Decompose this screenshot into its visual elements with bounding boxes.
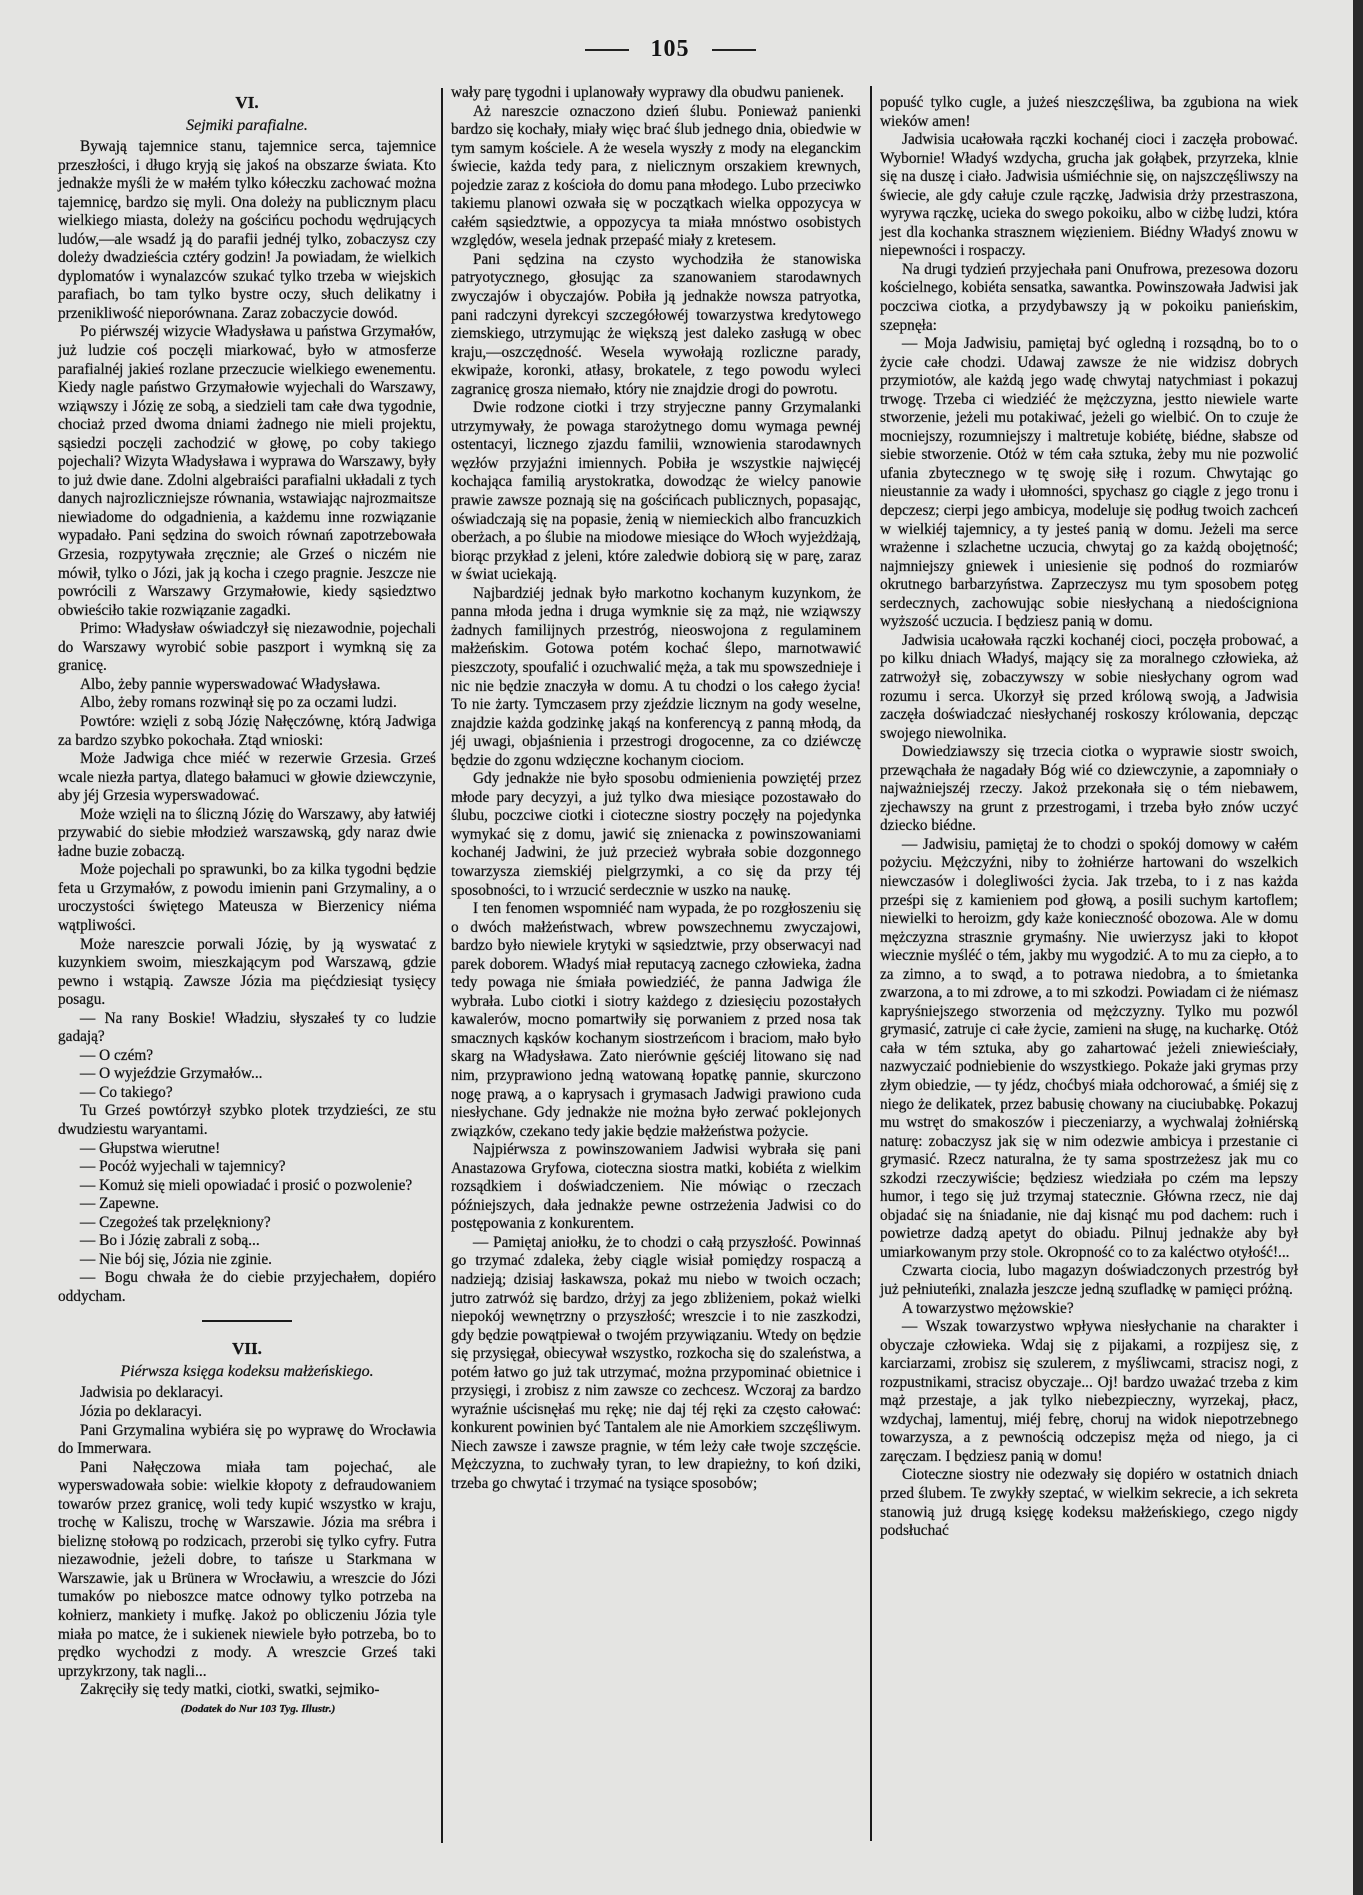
paragraph: — Pamiętaj aniołku, że to chodzi o całą przyszłość. Powinnaś go trzymać zdaleka, żeby ciągle wisiał pomiędzy rospaczą a nadzieją; dzisiaj łaskawsza, pokaż mu niebo w twoich oczach; jutro zatrwóż się bardzo, drżyj za jego zbliżeniem, pokaż wielki niepokój wewnętrzny o przyszłość; wreszcie i to nie zaszkodzi, gdy będzie powątpiewał o twojém przywiązaniu. Wtedy on będzie się przysięgał, obiecywał wszystko, rozkocha się do szaleństwa, a potém łatwo go już tak utrzymać, można przypominać obietnice i przysięgi, i zrobisz z nim zawsze co zechcesz. Wczoraj za bardzo wyraźnie uścisnęłaś mu rękę; nie daj téj ręki za często całować: konkurent powinien być Tantalem ale nie Amorkiem szczęśliwym. Niech zawsze i zawsze pragnie, w tém leży całe twoje szczęście. Mężczyzna, to zuchwały tyran, to lew drapieżny, to koń dziki, trzeba go chwytać i trzymać na tysiące sposobów; [451,1233,861,1493]
paragraph: — O wyjeździe Grzymałów... [80,1065,263,1083]
paragraph: wały parę tygodni i uplanowały wyprawy dla obudwu panienek. [451,84,844,101]
paragraph: Może nareszcie porwali Józię, by ją wyswatać z kuzynkiem swoim, mieszkającym pod Warszawą, gdzie pewno i wstąpią. Zawsze Józia ma pięćdziesiąt tysięcy posagu. [58,935,436,1009]
page-edge [1353,0,1363,1895]
paragraph: Na drugi tydzień przyjechała pani Onufrowa, prezesowa dozoru kościelnego, kobiéta sensatka, sawantka. Powinszowała Jadwisi jak poczciwa ciotka, a przydybawszy ją w pokoiku panieńskim, szepnęła: [880,260,1298,334]
text-column-3 [880,94,1298,1541]
paragraph: Cioteczne siostry nie odezwały się dopiéro w ostatnich dniach przed ślubem. Te zwykły szeptać, w wielkim sekrecie, a ich sekreta stanowią już drugą księgę kodeksu małżeńskiego, czego nigdy podsłuchać [880,1466,1298,1540]
section-divider [202,1320,292,1322]
paragraph: Może pojechali po sprawunki, bo za kilka tygodni będzie feta u Grzymałów, z powodu imienin pani Grzymaliny, a o uroczystości świętego Mateusza w Bierzenicy niéma wątpliwości. [58,861,436,934]
paragraph: — Moja Jadwisiu, pamiętaj być ogledną i rozsądną, bo to o życie całe chodzi. Udawaj zawsze że nie widzisz dobrych przymiotów, ale każdą jego wadę chwytaj natychmiast i pokazuj trwogę. Trzeba ci wiedziéć że mężczyzna, jestto niewiele warte stworzenie, jeżeli mu potakiwać, jeżeli go wielbić. On to czuje że mocniejszy, rozumniejszy i maltretuje kobiétę, biédne, słabsze od siebie stworzenie. Otóż w tém cała sztuka, żeby mu nie pozwolić ufania zbytecznego w tę swoję siłę i rozum. Chwytając go nieustannie za wady i ułomności, spychasz go ciągle z jego tronu i depczesz; cierpi jego ambicya, modeluje się podług twoich zachceń w wielkiéj tajemnicy, a ty jesteś panią w domu. Jeżeli ma serce wrażenne i szlachetne uczucia, chwytaj go za każdą obojętność; najmniejszy gniewek i uniesienie się podnoś do rozmiarów okrutnego barbarzyństwa. Zaprzeczysz mu tym sposobem potęg serdecznych, zachowując sobie niesłychaną a niedościgniona wyższość uczucia. I będziesz panią w domu. [880,335,1298,631]
paragraph: Albo, żeby romans rozwinął się po za oczami ludzi. [80,694,397,712]
paragraph: — Bogu chwała że do ciebie przyjechałem, dopiéro oddycham. [58,1269,436,1305]
paragraph: Tu Grześ powtórzył szybko plotek trzydzieści, ze stu dwudziestu waryantami. [58,1102,436,1138]
paragraph: — Wszak towarzystwo wpływa niesłychanie na charakter i obyczaje człowieka. Wdaj się z pijakami, a rozpijesz się, z karciarzami, zrobisz się szulerem, z myśliwcami, stracisz nogi, z rozpustnikami, stracisz obyczaje... Oj! bardzo uważać trzeba z kim mąż przestaje, a jak tylko niebezpieczny, wyrzekaj, płacz, wzdychaj, lamentuj, miéj febrę, choruj na widok niepotrzebnego towarzysza, a z pewnością odczepisz męża od niego, ja ci zaręczam. I będziesz panią w domu! [880,1318,1298,1465]
paragraph: — Pocóż wyjechali w tajemnicy? [80,1158,286,1176]
page-number: 105 [560,36,780,63]
paragraph: Bywają tajemnice stanu, tajemnice serca, tajemnice przeszłości, i długo kryją się jakoś na obszarze świata. Kto jednakże myśli że w małém tylko kółeczku zachować można tajemnicę, bardzo się myli. Ona doleży na publicznym placu wielkiego miasta, doleży na gościńcu pochodu wędrujących ludów,—ale wsadź ją do parafii jednéj tylko, zobaczysz czy doleży dwadzieścia cztéry godzin! Ja powiadam, że wielkich dyplomatów i wynalazców szukać tylko trzeba w wiejskich parafiach, bo tam tylko bystre oczy, słuch delikatny i przenikliwość nieporównana. Zaraz zobaczycie dowód. [58,138,436,322]
paragraph: Powtóre: wzięli z sobą Józię Nałęczównę, którą Jadwiga za bardzo szybko pokochała. Ztąd wnioski: [58,712,436,749]
paragraph: — Jadwisiu, pamiętaj że to chodzi o spokój domowy w całém pożyciu. Mężczyźni, niby to żołniérze hartowani do wszelkich niewczasów i dolegliwości życia. Jak trzeba, to i z nas każda prześpi się z kamieniem pod głową, a posili suchym kartoflem; niewielki to heroizm, gdy każe konieczność obozowa. Ale w domu mężczyzna strasznie grymaśny. Nie uwierzysz jaki to kłopot wiecznie myśléć o tém, jakby mu wygodzić. A to mu za ciepło, a to za zimno, a to swąd, a to potrawa niedobra, a to śmietanka zwarzona, a to mi zdrowe, a to mi szkodzi. Powiadam ci że niémasz kapryśniejszego stworzenia od mężczyzny. Tylko mu pozwól grymasić, zatruje ci całe życie, zamieni na sługę, na kucharkę. Otóż cała w tém sztuka, aby go zahartować jeżeli zniewieściały, nazwyczaić podniebienie do wszystkiego. Pokaże jaki grymas przy złym obiedzie, — ty jédz, choćbyś miała odchorować, a śmiéj się z niego że delikatek, przez babusię chowany na ciuciubabkę. Pokazuj mu wstręt do smakoszów i pieczeniarzy, a wychwalaj żołniérską naturę: zobaczysz jak się w nim odezwie ambicya i przestanie ci grymasić. Rzecz naturalna, że ty sama spostrzeżesz jak mu co szkodzi rzeczywiście; będziesz wiedziała po czém ma lepszy humor, i tego się już trzymaj statecznie. Główna rzecz, nie daj objadać się na śniadanie, nie daj kisnąć mu pod dachem: ruch i powietrze dadzą apetyt do obiadu. Pilnuj jednakże aby był umiarkowanym przy stole. Okropność co to za kaléctwo otyłość!... [880,835,1298,1261]
paragraph: Primo: Władysław oświadczył się niezawodnie, pojechali do Warszawy wyrobić sobie paszport i wymkną się za granicę. [58,620,436,675]
paragraph: I ten fenomen wspomniéć nam wypada, że po rozgłoszeniu się o dwóch małżeństwach, wbrew powszechnemu zwyczajowi, bardzo było niewiele krytyki w sąsiedztwie, przy obserwacyi nad parek doborem. Władyś miał reputacyą zacnego człowieka, żadna tedy powaga nie śmiała powiedziéć, że panna Jadwiga źle wybrała. Lubo ciotki i siotry każdego z dziesięciu pozostałych kawalerów, mocno pomartwiły się porwaniem z przed nosa tak smacznych kąsków kochanym siostrzeńcom i braciom, mało było skarg na Władysława. Zato nierównie gęściéj litowano się nad nim, przyprawiono jedną watowaną łopatkę pannie, skurczono nogę prawą, a o kaprysach i grymasach Jadwigi prawiono cuda niesłychane. Gdy jednakże nie można było zerwać poklejonych związków, czekano tedy jakie będzie małżeństwa pożycie. [451,900,861,1140]
paragraph: Pani Grzymalina wybiéra się po wyprawę do Wrocławia do Immerwara. [58,1421,436,1458]
paragraph: Józia po deklaracyi. [80,1403,202,1420]
paragraph: Najbardziéj jednak było markotno kochanym kuzynkom, że panna młoda jedna i druga wymknie się za mąż, nie wziąwszy żadnych familijnych przestróg, nieoswojona z regulaminem małżeńskim. Gotowa potém kochać ślepo, marnotwawić pieszczoty, spoufalić i ozuchwalić męża, a tak mu spowszednieje i nic nie będzie znaczyła w domu. A tu chodzi o los całego życia! To nie żarty. Tymczasem przy zjeździe licznym na gody weselne, znajdzie każda godzinkę jakąś na konferencyą z panną młodą, da jéj uwagi, objaśnienia i przestrogi drogocenne, za co dziéwczę będzie do zgonu wdzięczne kochanym ciociom. [451,584,861,769]
column-divider [441,88,443,1843]
column-divider [870,86,872,1841]
paragraph: Zakręciły się tedy matki, ciotki, swatki, sejmiko- [80,1681,380,1699]
paragraph: A towarzystwo mężowskie? [902,1299,1074,1317]
paragraph: Dwie rodzone ciotki i trzy stryjeczne panny Grzymalanki utrzymywały, że powaga starożytnego domu wymaga pewnéj ostentacyi, licznego zjazdu familii, wznowienia starodawnych węzłów przyjaźni imiennych. Pobiła je wszystkie najwięcéj kochająca familią arystokratka, dowodząc że wielcy panowie prawie zawsze poznają się na gościńcach publicznych, popasając, oświadczają się na popasie, żenią w niemieckich albo francuzkich oberżach, a po ślubie na miodowe miesiące do Włoch wyjeżdżają, biorąc przykład z jeleni, które zaledwie dobiorą się w parę, zaraz w świat uciekają. [451,399,861,584]
supplement-footer: (Dodatek do Nur 103 Tyg. Illustr.) [180,1702,336,1715]
paragraph: Albo, żeby pannie wyperswadować Władysława. [80,675,381,693]
paragraph: Po piérwszéj wizycie Władysława u państwa Grzymałów, już ludzie coś poczęli miarkować, było w atmosferze parafialnéj jakieś rozlane przeczucie wielkiego ewenementu. Kiedy nagle państwo Grzymałowie wyjechali do Warszawy, wziąwszy i Józię ze sobą, a siedzieli tam całe dwa tygodnie, chociaż przed dwoma dniami żadnego nie mieli projektu, sąsiedzi poczęli zachodzić w głowę, po coby takiego pojechali? Wizyta Władysława i wyprawa do Warszawy, były to już dwie dane. Zdolni algebraiści parafialni układali z tych danych najrozliczniejsze równania, wstawiając najrozmaitsze niewiadome do odgadnienia, a każdemu inne rozwiązanie wypadało. Pani sędzina do swoich równań zapotrzebowała Grzesia, rozpytywała zręcznie; ale Grześ o niczém nie mówił, tylko o Józi, jak ją kocha i czego pragnie. Jeszcze nie powrócili z Warszawy Grzymałowie, kiedy sąsiedztwo obwieściło takie rozwiązanie zagadki. [58,323,436,619]
paragraph: — Nie bój się, Józia nie zginie. [80,1250,273,1268]
text-column-2 [451,84,861,1494]
paragraph: Gdy jednakże nie było sposobu odmienienia powziętéj przez młode pary decyzyi, a już tylko dwa miesiące pozostawało do ślubu, poczciwe ciotki i cioteczne siostry poczęły na pojedynka wymykać się z domu, jawić się znienacka z powinszowaniami kochanéj Jadwini, że już przecież wybrała sobie dozgonnego towarzysza ziemskiéj pielgrzymki, a co się da przy téj sposobności, to i wrzucić serdecznie w uszko na naukę. [451,770,861,899]
paragraph: Może Jadwiga chce miéć w rezerwie Grzesia. Grześ wcale niezła partya, dlatego bałamuci w głowie dziewczynie, aby jéj Grzesia wyperswadować. [58,750,436,805]
paragraph: Aż nareszcie oznaczono dzień ślubu. Ponieważ panienki bardzo się kochały, miały więc brać ślub jednego dnia, obiedwie w tym samym kościele. A że wesela wyszły z mody na eleganckim świecie, każda tedy para, z nielicznym orszakiem krewnych, pojedzie zaraz z kościoła do domu pana młodego. Lubo przeciwko takiemu planowi ozwała się w początkach wielka oppozycya w całém sąsiedztwie, a oppozycya ta miała mnóstwo osobistych względów, wesela jednak przepaść miały z kretesem. [451,102,861,250]
paragraph: — Na rany Boskie! Władziu, słyszałeś ty co ludzie gadają? [58,1009,436,1046]
chapter-title: Piérwsza księga kodeksu małżeńskiego. [120,1363,374,1381]
paragraph: Jadwisia po deklaracyi. [80,1384,224,1402]
paragraph: — Bo i Józię zabrali z sobą... [80,1232,260,1250]
paragraph: — Czegożeś tak przelękniony? [80,1213,271,1231]
chapter-title: Sejmiki parafialne. [186,117,308,134]
chapter-number: VI. [235,93,259,112]
paragraph: — O czém? [80,1046,154,1064]
paragraph: Najpiérwsza z powinszowaniem Jadwisi wybrała się pani Anastazowa Gryfowa, cioteczna siostra matki, kobiéta z wielkim rozsądkiem i doświadczeniem. Nie mówiąc o rzeczach późniejszych, dała jednakże pewne ostrzeżenia Jadwisi co do postępowania z konkurentem. [451,1141,861,1233]
paragraph: — Zapewne. [80,1195,160,1213]
paragraph: Jadwisia ucałowała rączki kochanéj cioci, poczęła probować, a po kilku dniach Władyś, mający się za moralnego człowieka, aż zatrwożył się, zobaczywszy w sobie niesłychany ogrom wad rozumu i serca. Ukorzył się przed królową swoją, a Jadwisia zaczęła doświadczać niesłychanéj roskoszy królowania, depcząc swojego niewolnika. [880,631,1298,742]
text-column-1 [58,92,436,1718]
chapter-number: VII. [232,1339,262,1359]
paragraph: Czwarta ciocia, lubo magazyn doświadczonych przestróg był już pełniuteńki, znalazła jeszcze jedną szufladkę w pamięci próżną. [880,1262,1298,1298]
paragraph: Jadwisia ucałowała rączki kochanéj cioci i zaczęła probować. Wybornie! Władyś wzdycha, grucha jak gołąbek, przyrzeka, klnie się na duszę i ciało. Jadwisia uśmiéchnie się, on najszczęśliwszy na świecie, ale gdy całuje czule rączkę, Jadwisia drży przestraszona, wyrywa rączkę, ucieka do swego pokoiku, albo w ciżbę ludzi, która jest dla kochanka strasznem więzieniem. Biédny Władyś znowu w niepewności i rospaczy. [880,131,1298,260]
paragraph: Może wzięli na to śliczną Józię do Warszawy, aby łatwiéj przywabić do siebie młodzież warszawską, gdy naraz dwie ładne buzie zobaczą. [58,805,436,860]
paragraph: — Komuż się mieli opowiadać i prosić o pozwolenie? [80,1176,413,1194]
paragraph: Dowiedziawszy się trzecia ciotka o wyprawie siostr swoich, przewąchała że nagadały Bóg wié co dziewczynie, a zapomniały o najważniejszéj rzeczy. Jakoż przekonała się o tém niebawem, zjechawszy na grunt z przestrogami, i trzeba było znów uczyć dziecko biédne. [880,743,1298,835]
paragraph: popuść tylko cugle, a jużeś nieszczęśliwa, ba zgubiona na wiek wieków amen! [880,94,1298,130]
paragraph: Pani sędzina na czysto wychodziła że stanowiska patryotycznego, głosując za szanowaniem starodawnych zwyczajów i obyczajów. Pobiła ją jednakże nowsza patryotka, pani radczyni dyrekcyi szczegółowéj towarzystwa kredytowego ziemskiego, utrzymując że większą jest daleko zasługą w obec kraju,—oszczędność. Wesela wywołają rozliczne parady, ekwipaże, koronki, atłasy, brokatele, z tego powodu wyleci zagranicę grosza niemało, który nie znajdzie drogi do powrotu. [451,250,861,398]
paragraph: — Co takiego? [80,1083,173,1101]
paragraph: Pani Nałęczowa miała tam pojechać, ale wyperswadowała sobie: wielkie kłopoty z defraudowaniem towarów przez granicę, woli tedy kupić wszystko w kraju, trochę w Kaliszu, trochę w Warszawie. Józia ma srébra i bieliznę stołową po rodzicach, przerobi się tylko cyfry. Futra niezawodnie, jeżeli dobre, to tańsze u Starkmana w Warszawie, jak u Brünera w Wrocławiu, a wreszcie do Józi tumaków po nieboszce matce odnowy tylko potrzeba na kołnierz, mankiety i mufkę. Jakoż po obliczeniu Józia tyle miała po matce, że i sukienek niewiele było potrzeba, bo to prędko wychodzi z mody. A wreszcie Grześ taki uprzykrzony, tak nagli... [58,1458,436,1680]
paragraph: — Głupstwa wierutne! [80,1139,221,1157]
